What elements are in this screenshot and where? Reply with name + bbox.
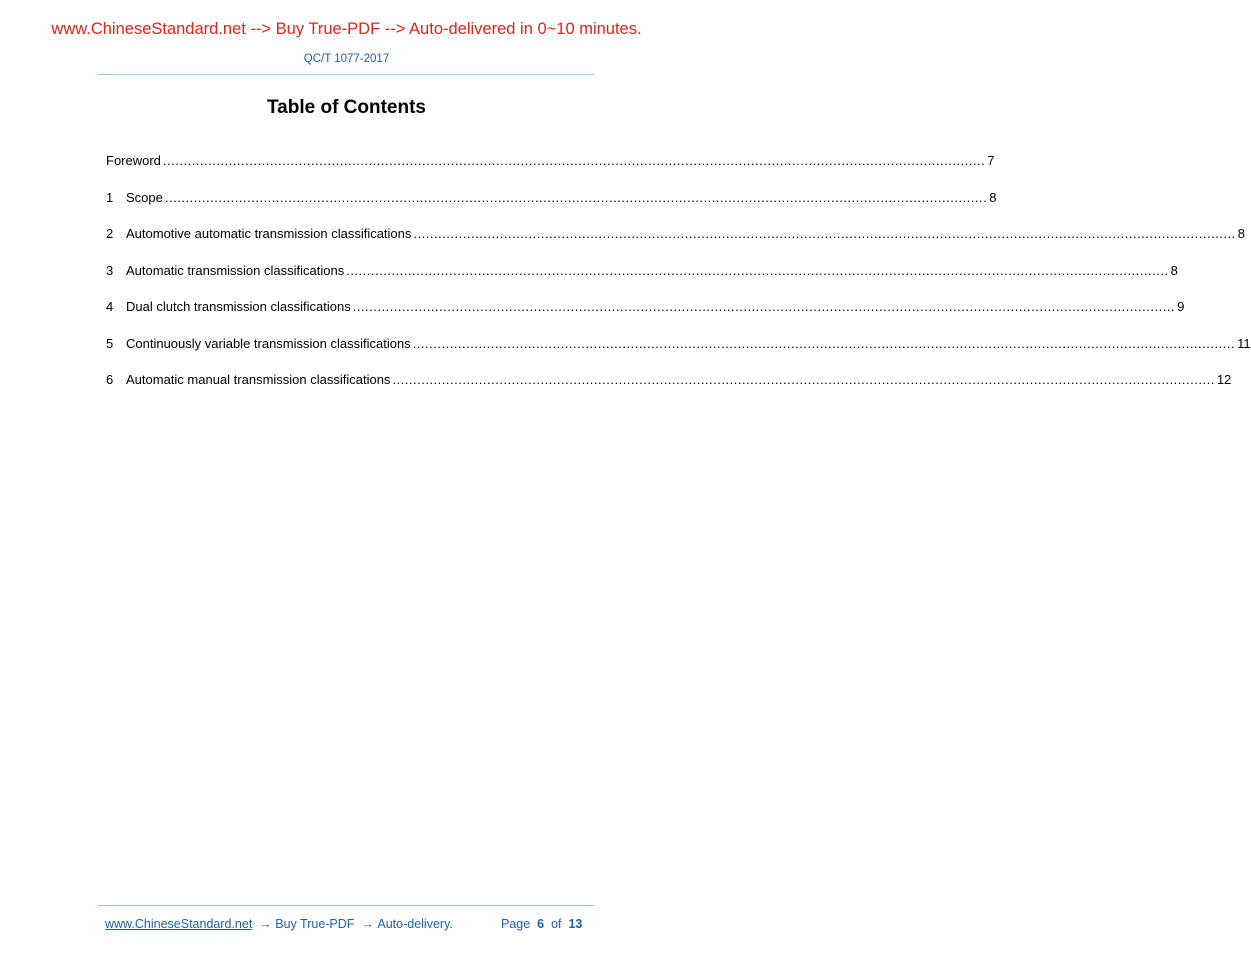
toc-dot-leader: ........................................................................................................................................................................................................: [413, 226, 1236, 241]
top-banner[interactable]: [0, 18, 693, 40]
toc-entry-label: Automotive automatic transmission classifications: [126, 226, 412, 241]
toc-entry-number: 3: [106, 262, 114, 278]
toc-dot-leader: ........................................................................................................................................................................................................: [162, 153, 986, 168]
footer-site-link[interactable]: www.ChineseStandard.net: [105, 917, 253, 931]
header-divider: [98, 74, 594, 75]
footer-divider: [98, 905, 594, 906]
toc-entry-scope[interactable]: [106, 189, 997, 226]
toc-entry-number: 1: [106, 189, 114, 205]
toc-entry-number: 5: [106, 335, 114, 351]
right-arrow-icon: →: [255, 917, 276, 931]
toc-entry-page: 8: [989, 189, 997, 205]
footer-delivery-text: Auto-delivery.: [377, 917, 453, 931]
toc-entry-automotive-classifications[interactable]: [106, 225, 1245, 262]
toc-entry-label: Automatic transmission classifications: [126, 262, 345, 278]
right-arrow-icon: →: [357, 917, 378, 931]
banner-link[interactable]: www.ChineseStandard.net --> Buy True-PDF --> Auto-delivered in 0~10 minutes.: [51, 20, 642, 38]
toc-entry-page: 11: [1237, 335, 1251, 351]
toc-entry-label: Scope: [126, 189, 163, 205]
toc-entry-label: Dual clutch transmission classifications: [126, 299, 351, 314]
toc-entry-cvt[interactable]: [106, 335, 1251, 372]
of-word: of: [551, 917, 562, 931]
toc-entry-page: 12: [1216, 372, 1232, 387]
toc-entry-automatic-classifications[interactable]: [106, 262, 1178, 299]
page-counter: [501, 916, 582, 932]
toc-list: [106, 152, 1251, 408]
page-title: Table of Contents: [266, 97, 427, 118]
toc-entry-label: Automatic manual transmission classifications: [126, 372, 391, 387]
toc-entry-page: 8: [1170, 262, 1178, 278]
toc-entry-page: 9: [1177, 299, 1185, 314]
document-code: QC/T 1077-2017: [303, 53, 390, 65]
toc-entry-dual-clutch[interactable]: [106, 298, 1185, 335]
toc-entry-number: 2: [106, 226, 114, 241]
toc-entry-label: Foreword: [106, 153, 161, 168]
toc-dot-leader: ........................................................................................................................................................................................................: [352, 299, 1176, 314]
page-word: Page: [501, 917, 531, 931]
toc-dot-leader: ........................................................................................................................................................................................................: [164, 189, 988, 205]
footer-promo: [105, 916, 453, 932]
toc-dot-leader: ........................................................................................................................................................................................................: [392, 372, 1215, 387]
toc-entry-label: Continuously variable transmission classifications: [126, 335, 411, 351]
toc-entry-page: 8: [1237, 226, 1245, 241]
toc-entry-page: 7: [987, 153, 995, 168]
toc-dot-leader: ........................................................................................................................................................................................................: [346, 262, 1169, 278]
toc-entry-number: 4: [106, 299, 114, 314]
toc-entry-number: 6: [106, 372, 114, 387]
footer-buy-text: Buy True-PDF: [275, 917, 355, 931]
page-current: 6: [537, 917, 545, 931]
page-total: 13: [568, 917, 583, 931]
toc-entry-amt[interactable]: [106, 371, 1232, 408]
toc-entry-foreword[interactable]: [106, 152, 995, 189]
toc-dot-leader: ........................................................................................................................................................................................................: [412, 335, 1236, 351]
